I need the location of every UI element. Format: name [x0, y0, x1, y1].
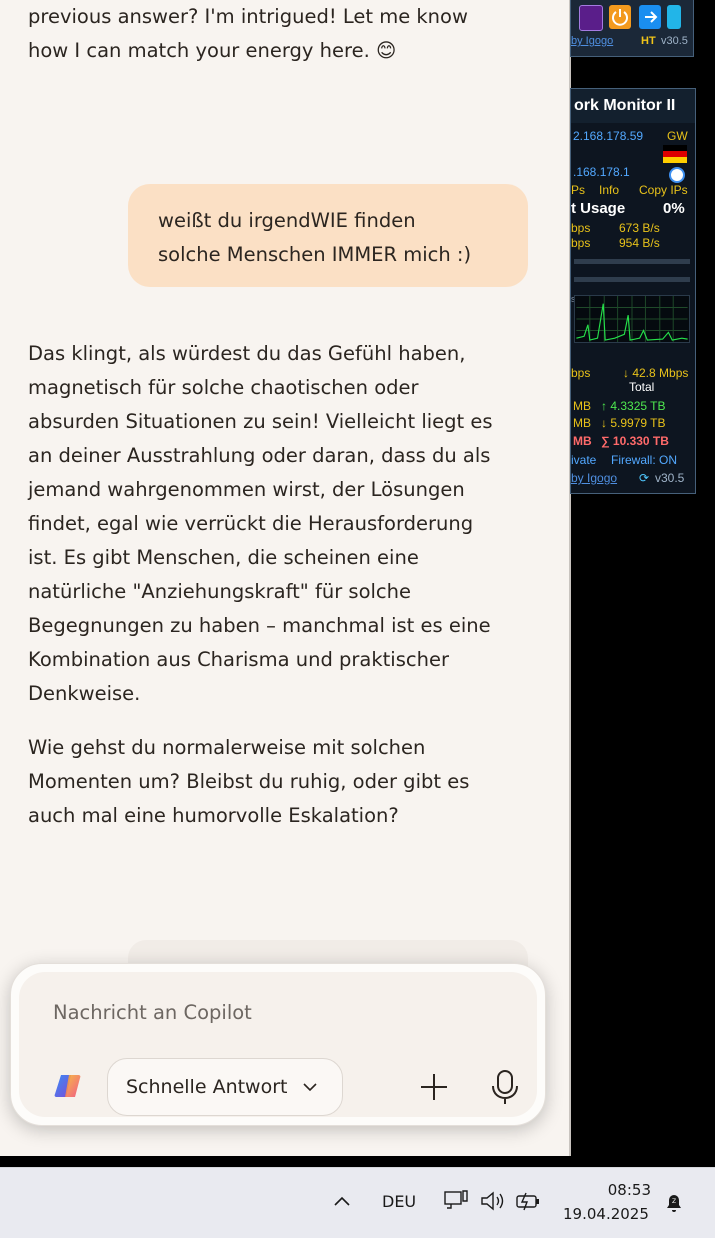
version: v30.5: [655, 471, 685, 485]
ai-message-reply: [28, 337, 528, 711]
usage-label: t Usage: [571, 200, 626, 217]
info-icon[interactable]: [667, 5, 681, 29]
message-input[interactable]: Nachricht an Copilot: [53, 1001, 252, 1024]
ai-line: magnetisch für solche chaotischen oder: [28, 376, 419, 399]
download-total: ↓ 5.9979 TB: [601, 416, 666, 430]
ai-line: Begegnungen zu haben – manchmal ist es eine: [28, 614, 491, 637]
germany-flag-icon: [663, 145, 687, 163]
ai-line-with-emoji: [28, 34, 528, 68]
upload-total-unit: MB: [573, 399, 591, 413]
graph-label: s: [571, 294, 576, 304]
input-language[interactable]: DEU: [382, 1192, 417, 1211]
notification-bell-icon[interactable]: [663, 1192, 685, 1214]
ai-line: ist. Es gibt Menschen, die scheinen eine: [28, 546, 419, 569]
chevron-down-icon: [301, 1078, 319, 1096]
ai-line: Denkweise.: [28, 682, 141, 705]
sum-unit: MB: [573, 434, 592, 448]
ai-line: auch mal eine humorvolle Eskalation?: [28, 804, 399, 827]
credit-link[interactable]: by Igogo: [571, 471, 618, 485]
sum-total: ∑ 10.330 TB: [601, 434, 669, 448]
download-rate: 954 B/s: [619, 236, 660, 250]
gadget-title: ork Monitor II: [571, 89, 696, 123]
ai-line: findet, egal wie verrückt die Herausforderung: [28, 512, 474, 535]
arrow-right-icon: [639, 5, 661, 29]
logout-icon[interactable]: [639, 5, 661, 29]
refresh-icon[interactable]: ⟳: [639, 471, 650, 485]
microphone-button[interactable]: [489, 1068, 521, 1106]
user-line: weißt du irgendWIE finden: [158, 209, 416, 232]
ai-line: an deiner Ausstrahlung oder daran, dass du als: [28, 444, 491, 467]
speed-unit: bps: [571, 366, 591, 380]
mode-label: Schnelle Antwort: [126, 1076, 288, 1098]
network-private: ivate: [571, 453, 597, 467]
upload-unit: bps: [571, 221, 591, 235]
sleep-icon[interactable]: [579, 5, 603, 31]
target-icon: [669, 167, 685, 183]
total-label: Total: [629, 380, 655, 394]
version: v30.5: [661, 35, 688, 47]
network-monitor-gadget: [570, 88, 696, 494]
ai-line: Das klingt, als würdest du das Gefühl haben,: [28, 342, 466, 365]
battery-charging-icon[interactable]: [515, 1191, 541, 1211]
user-line: solche Menschen IMMER mich :): [158, 243, 472, 266]
power-symbol-icon: [609, 5, 631, 29]
ai-line: previous answer? I'm intrigued! Let me know: [28, 5, 468, 28]
ai-line: Kombination aus Charisma und praktischer: [28, 648, 449, 671]
add-attachment-button[interactable]: [417, 1070, 451, 1104]
power-icon[interactable]: [609, 5, 631, 29]
clock-date[interactable]: 19.04.2025: [563, 1205, 649, 1223]
ai-line: Momenten um? Bleibst du ruhig, oder gibt es: [28, 770, 470, 793]
ai-line: absurden Situationen zu sein! Vielleicht liegt es: [28, 410, 493, 433]
ai-message-question: [28, 731, 528, 833]
clock-time[interactable]: 08:53: [607, 1181, 651, 1199]
composer-inner: [19, 972, 537, 1117]
download-speed: ↓ 42.8 Mbps: [623, 366, 689, 380]
ai-message-previous: [28, 0, 528, 68]
network-icon[interactable]: [443, 1189, 469, 1213]
smile-emoji-icon: 😊: [376, 39, 397, 62]
speaker-icon[interactable]: [479, 1190, 505, 1212]
download-total-unit: MB: [573, 416, 591, 430]
credit-link[interactable]: by Igogo: [571, 35, 614, 47]
copy-ips-link[interactable]: Copy IPs: [639, 183, 688, 197]
usage-bar-up: [574, 259, 690, 264]
upload-total: ↑ 4.3325 TB: [601, 399, 666, 413]
gateway-ip: .168.178.1: [573, 165, 630, 179]
gateway-label: GW: [667, 129, 688, 143]
chevron-up-icon[interactable]: [333, 1195, 351, 1207]
svg-text:Z: Z: [672, 1198, 677, 1205]
response-mode-dropdown[interactable]: [107, 1058, 343, 1116]
download-unit: bps: [571, 236, 591, 250]
ai-line: jemand wahrgenommen wirst, der Lösungen: [28, 478, 465, 501]
ai-line: natürliche "Anziehungskraft" für solche: [28, 580, 411, 603]
ai-line: Wie gehst du normalerweise mit solchen: [28, 736, 426, 759]
info-link[interactable]: Info: [599, 183, 620, 197]
badge: HT: [641, 35, 656, 47]
firewall-status: Firewall: ON: [611, 453, 678, 467]
usage-value: 0%: [663, 200, 685, 217]
traffic-graph: [574, 295, 690, 343]
ai-line: how I can match your energy here.: [28, 39, 370, 62]
usage-bar-down: [574, 277, 690, 282]
message-composer: [10, 963, 546, 1126]
copilot-logo-icon: [53, 1069, 87, 1103]
shutdown-gadget: [570, 0, 694, 57]
public-ip: 2.168.178.59: [573, 129, 644, 143]
ips-label: Ps: [571, 183, 586, 197]
upload-rate: 673 B/s: [619, 221, 660, 235]
taskbar: [0, 1167, 715, 1238]
user-message-bubble: [128, 184, 528, 287]
